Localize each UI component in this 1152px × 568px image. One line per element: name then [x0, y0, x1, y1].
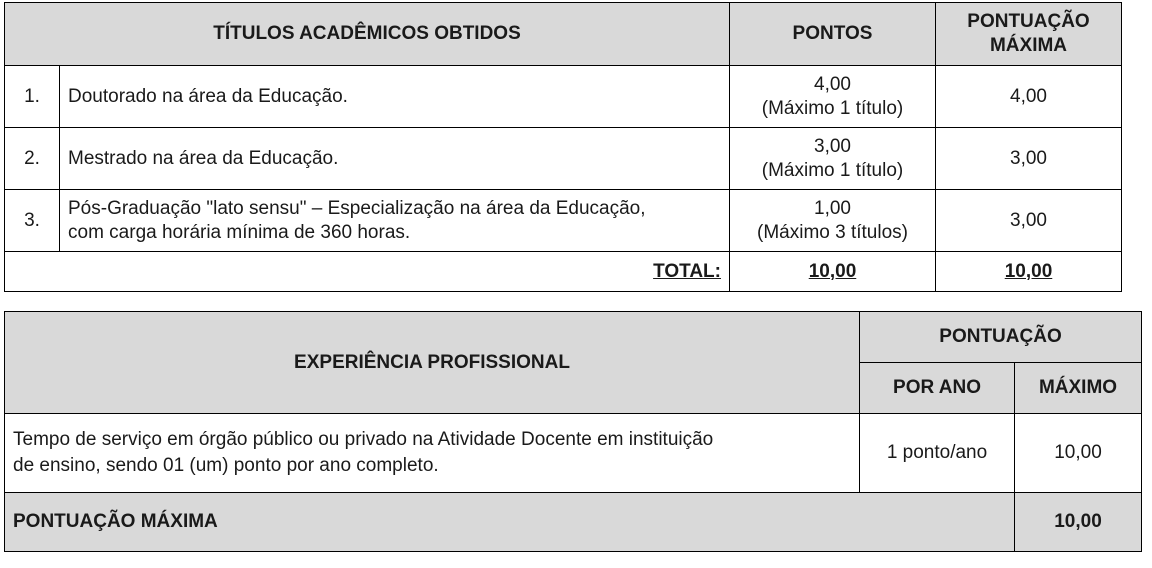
maximum-header: MÁXIMO [1015, 363, 1142, 414]
score-group-header: PONTUAÇÃO [860, 312, 1142, 363]
row-description-line1: Doutorado na área da Educação. [68, 85, 348, 107]
row-points [730, 128, 936, 190]
table-row [5, 190, 1122, 252]
footer-row [5, 493, 1142, 552]
row-points-limit: (Máximo 1 título) [761, 97, 904, 119]
row-number: 2. [5, 128, 60, 190]
max-score-header-line1: PONTUAÇÃO [967, 11, 1090, 32]
maximum-value: 10,00 [1015, 414, 1142, 493]
row-points-value: 1,00 [814, 197, 851, 219]
row-description-line1: Pós-Graduação "lato sensu" – Especialização na área da Educação, [68, 197, 646, 219]
experience-header-row [5, 312, 1142, 363]
total-points: 10,00 [730, 252, 936, 292]
row-description [60, 190, 730, 252]
row-description-line1: Mestrado na área da Educação. [68, 147, 339, 169]
experience-description-line1: Tempo de serviço em órgão público ou privado na Atividade Docente em instituição [13, 429, 714, 450]
row-number: 3. [5, 190, 60, 252]
experience-description-line2: de ensino, sendo 01 (um) ponto por ano completo. [13, 455, 439, 476]
row-number: 1. [5, 66, 60, 128]
row-description [60, 128, 730, 190]
row-points [730, 66, 936, 128]
per-year-value: 1 ponto/ano [860, 414, 1015, 493]
row-points-value: 3,00 [814, 135, 851, 157]
row-description [60, 66, 730, 128]
row-description-line2: com carga horária mínima de 360 horas. [68, 221, 411, 243]
table-row [5, 414, 1142, 493]
experience-description [5, 414, 860, 493]
max-score-header-line2: MÁXIMA [989, 35, 1068, 56]
max-score-header [936, 3, 1122, 66]
max-score-label: PONTUAÇÃO MÁXIMA [5, 493, 1015, 552]
experience-header: EXPERIÊNCIA PROFISSIONAL [5, 312, 860, 414]
row-points [730, 190, 936, 252]
professional-experience-table [4, 311, 1142, 552]
max-score-value: 10,00 [1015, 493, 1142, 552]
row-max: 3,00 [936, 128, 1122, 190]
total-label: TOTAL: [5, 252, 730, 292]
row-points-limit: (Máximo 3 títulos) [757, 221, 908, 243]
academic-titles-table [4, 2, 1122, 292]
row-points-limit: (Máximo 1 título) [761, 159, 904, 181]
row-max: 3,00 [936, 190, 1122, 252]
row-points-value: 4,00 [814, 73, 851, 95]
total-max: 10,00 [936, 252, 1122, 292]
per-year-header: POR ANO [860, 363, 1015, 414]
table-row [5, 66, 1122, 128]
total-row [5, 252, 1122, 292]
points-header: PONTOS [730, 3, 936, 66]
academic-titles-header: TÍTULOS ACADÊMICOS OBTIDOS [5, 3, 730, 66]
table-row [5, 128, 1122, 190]
row-max: 4,00 [936, 66, 1122, 128]
academic-titles-header-row [5, 3, 1122, 66]
